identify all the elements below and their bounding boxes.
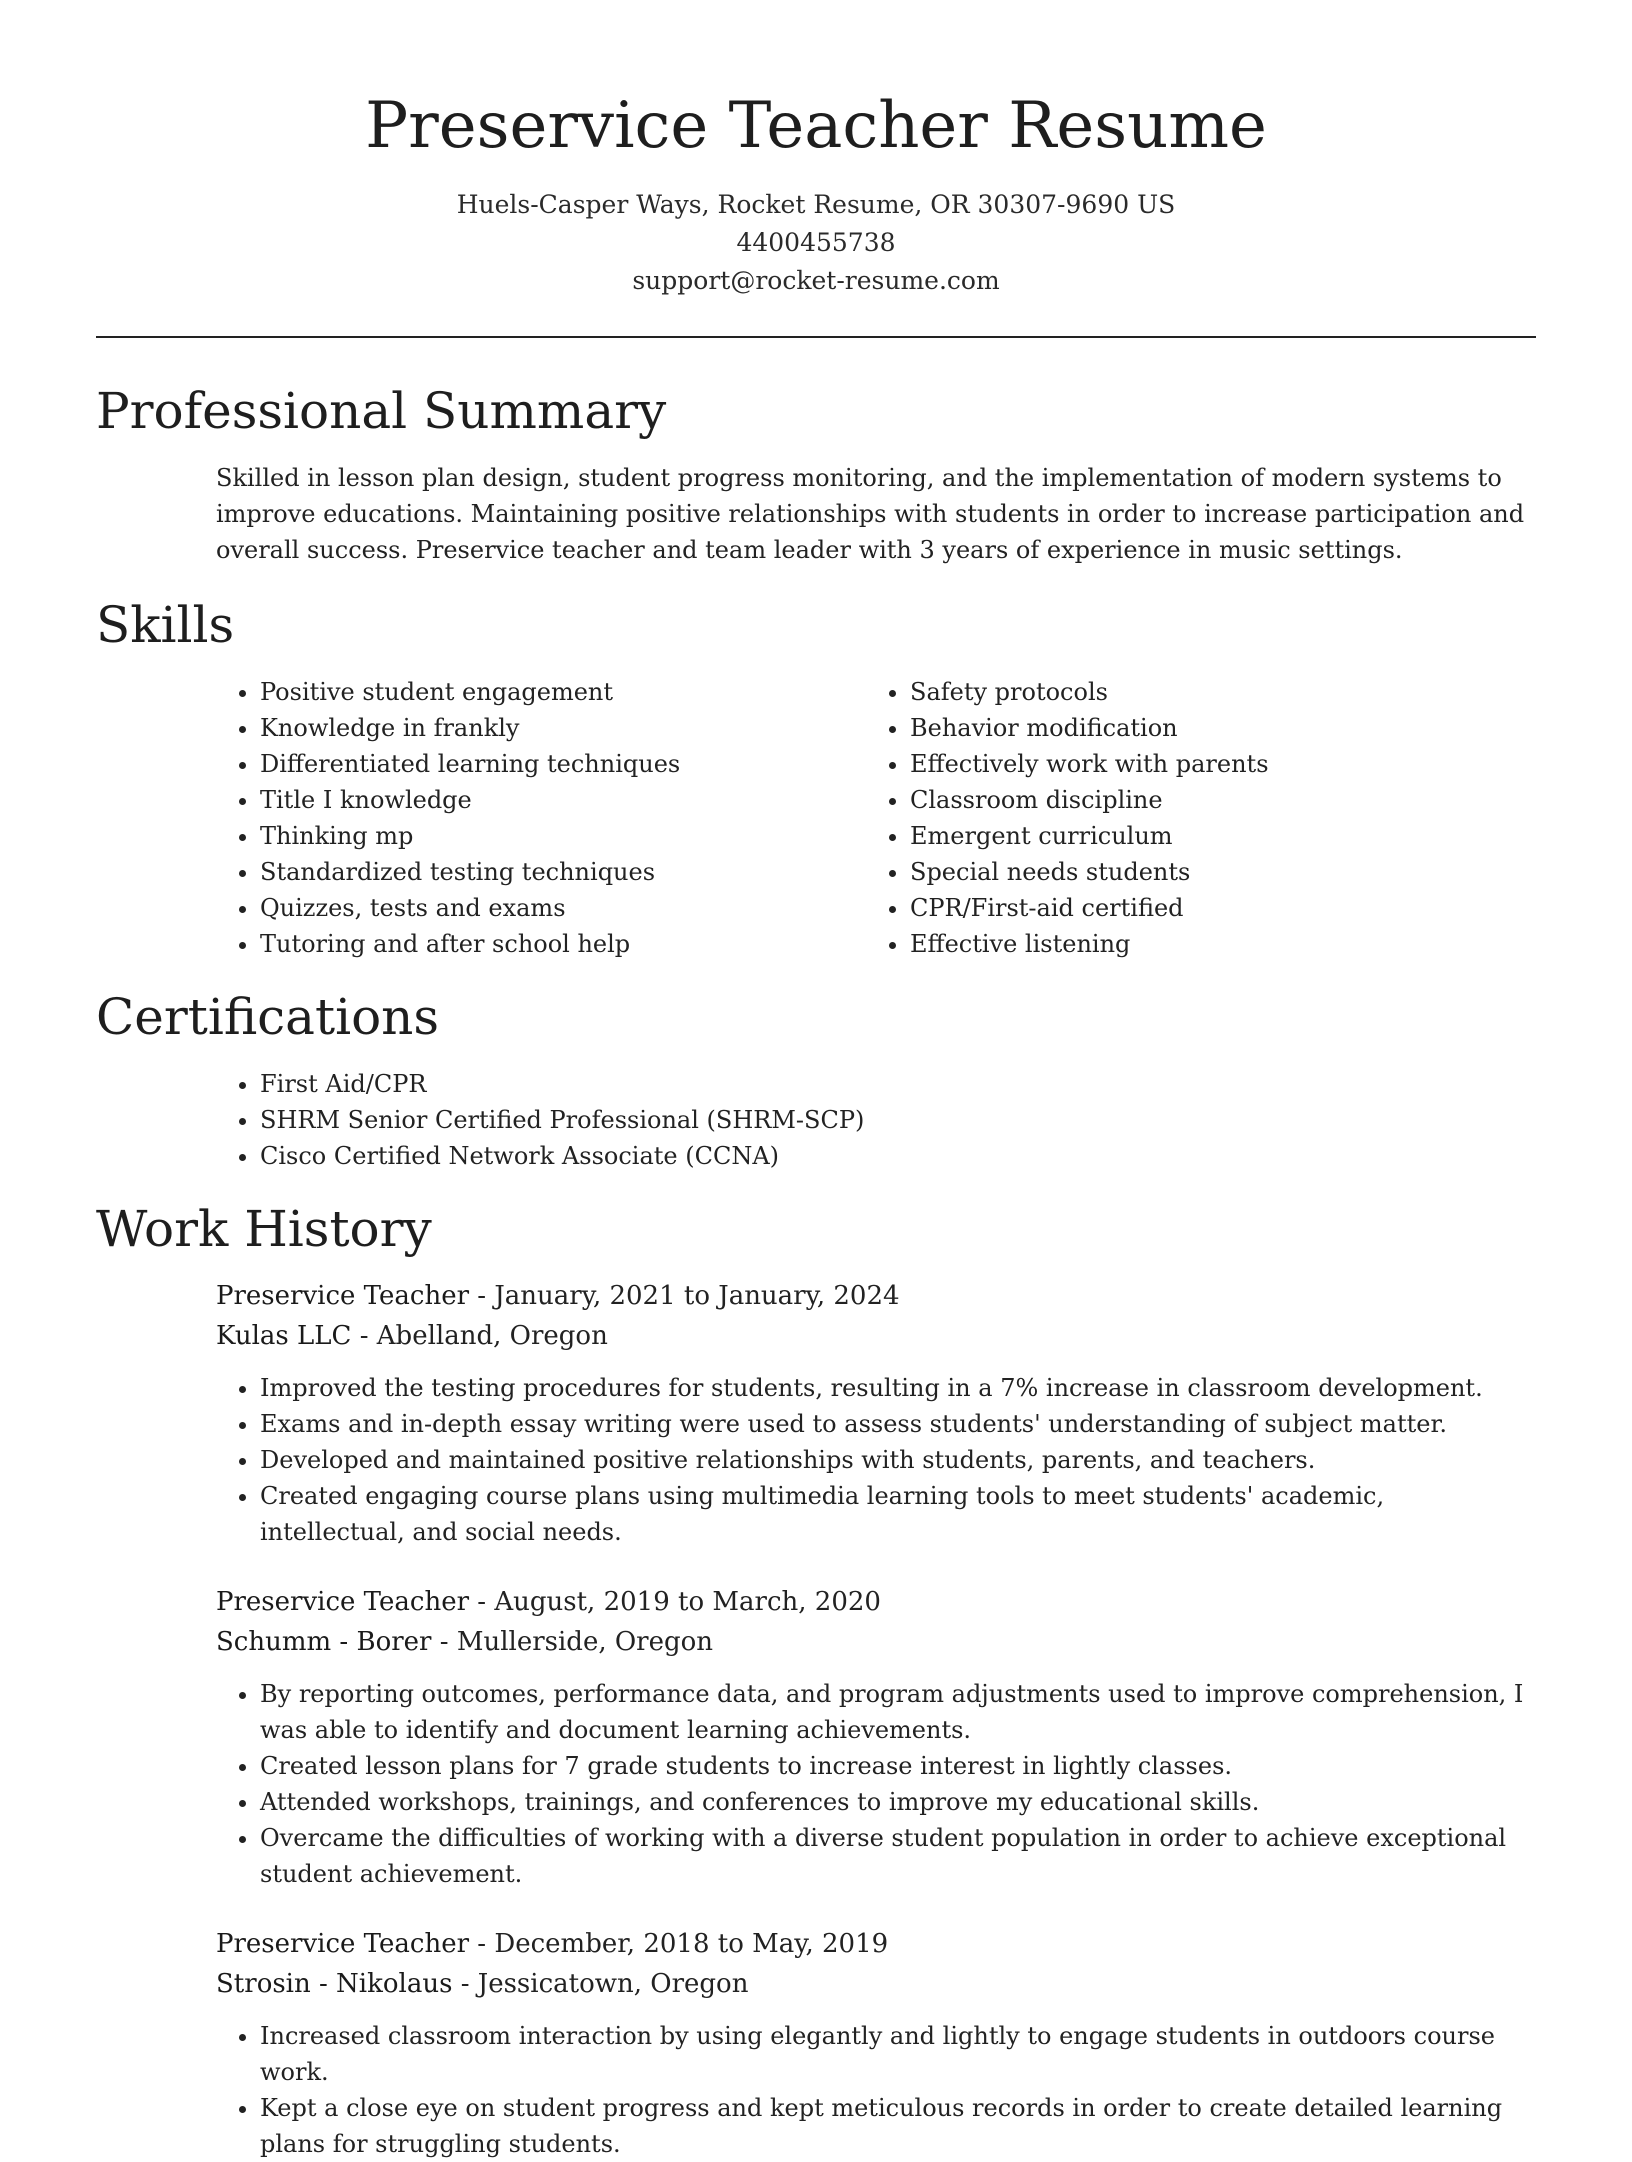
job-bullet: • By reporting outcomes, performance data, and program adjustments used to improve comprehension, I was able to identify and document learning achievements.: [260, 1676, 1536, 1748]
job-title: Preservice Teacher: [216, 1587, 470, 1617]
contact-phone: 4400455738: [736, 228, 896, 257]
job-title: Preservice Teacher: [216, 1281, 470, 1311]
skill-item: • Behavior modification: [910, 710, 1516, 746]
skill-item: • Differentiated learning techniques: [260, 746, 866, 782]
skills-list-left: [216, 674, 866, 962]
summary-text: Skilled in lesson plan design, student progress monitoring, and the implementation of modern systems to improve educations. Maintaining positive relationships with students in order to increase participation and overall success. Preservice teacher and team leader with 3 years of experience in music settings.: [216, 464, 1525, 564]
work-history-section: [96, 1194, 1536, 2162]
job-company: Kulas LLC: [216, 1321, 352, 1351]
skill-item: • Title I knowledge: [260, 782, 866, 818]
work-history-heading: Work History: [96, 1200, 432, 1258]
skill-item: • Standardized testing techniques: [260, 854, 866, 890]
job-bullet: • Improved the testing procedures for students, resulting in a 7% increase in classroom development.: [260, 1370, 1536, 1406]
job-bullet: • Overcame the difficulties of working with a diverse student population in order to achieve exceptional student achievement.: [260, 1820, 1536, 1892]
job-dates: August, 2019 to March, 2020: [494, 1587, 881, 1617]
job-title: Preservice Teacher: [216, 1929, 470, 1959]
skill-item: • Tutoring and after school help: [260, 926, 866, 962]
job-company-line: [216, 1316, 1536, 1356]
skill-item: • Knowledge in frankly: [260, 710, 866, 746]
job-bullets: [216, 1676, 1536, 1892]
contact-block: [96, 186, 1536, 300]
certification-item: • SHRM Senior Certified Professional (SHRM-SCP): [260, 1102, 1536, 1138]
job-company: Strosin - Nikolaus: [216, 1969, 453, 1999]
job-bullet: • Created lesson plans for 7 grade students to increase interest in lightly classes.: [260, 1748, 1536, 1784]
skill-item: • Positive student engagement: [260, 674, 866, 710]
skill-item: • Quizzes, tests and exams: [260, 890, 866, 926]
job-bullet: • Exams and in-depth essay writing were used to assess students' understanding of subject matter.: [260, 1406, 1536, 1442]
contact-address: Huels-Casper Ways, Rocket Resume, OR 30307-9690 US: [456, 190, 1176, 219]
job-company-line: [216, 1964, 1536, 2004]
summary-section: [96, 376, 1536, 568]
job-separator: -: [359, 1321, 377, 1351]
job-company: Schumm - Borer: [216, 1627, 432, 1657]
job-location: Abelland, Oregon: [376, 1321, 608, 1351]
certifications-heading: Certifications: [96, 988, 440, 1046]
header-divider: [96, 336, 1536, 338]
job-dates: December, 2018 to May, 2019: [494, 1929, 889, 1959]
skill-item: • Special needs students: [910, 854, 1516, 890]
job-bullet: • Developed and maintained positive relationships with students, parents, and teachers.: [260, 1442, 1536, 1478]
job-dates: January, 2021 to January, 2024: [494, 1281, 900, 1311]
job-company-line: [216, 1622, 1536, 1662]
certifications-list: [216, 1066, 1536, 1174]
resume-page: [96, 0, 1536, 2158]
job-bullets: [216, 1370, 1536, 1550]
job-title-line: [216, 1276, 1536, 1316]
job-title-line: [216, 1582, 1536, 1622]
job-bullets: [216, 2018, 1536, 2162]
skill-item: • Thinking mp: [260, 818, 866, 854]
certifications-list-wrap: [216, 1066, 1536, 1174]
job-bullet: • Kept a close eye on student progress and kept meticulous records in order to create detailed learning plans for struggling students.: [260, 2090, 1536, 2162]
job-location: Mullerside, Oregon: [456, 1627, 714, 1657]
skill-item: • Classroom discipline: [910, 782, 1516, 818]
job-entry: [216, 1924, 1536, 2162]
skills-columns: [216, 674, 1536, 962]
skills-section: [96, 590, 1536, 962]
job-bullet: • Created engaging course plans using multimedia learning tools to meet students' academic, intellectual, and social needs.: [260, 1478, 1536, 1550]
job-title-line: [216, 1924, 1536, 1964]
skills-heading: Skills: [96, 596, 235, 654]
certifications-section: [96, 982, 1536, 1174]
skills-list-right: [866, 674, 1516, 962]
job-bullet: • Attended workshops, trainings, and conferences to improve my educational skills.: [260, 1784, 1536, 1820]
certification-item: • Cisco Certified Network Associate (CCNA): [260, 1138, 1536, 1174]
certification-item: • First Aid/CPR: [260, 1066, 1536, 1102]
job-entry: [216, 1582, 1536, 1892]
job-location: Jessicatown, Oregon: [477, 1969, 749, 1999]
resume-header: [96, 0, 1536, 300]
skill-item: • Emergent curriculum: [910, 818, 1516, 854]
skills-column-left: [216, 674, 866, 962]
skill-item: • Safety protocols: [910, 674, 1516, 710]
summary-heading: Professional Summary: [96, 382, 667, 440]
job-separator: -: [477, 1587, 495, 1617]
job-separator: -: [439, 1627, 457, 1657]
resume-title: Preservice Teacher Resume: [365, 89, 1267, 163]
skills-column-right: [866, 674, 1516, 962]
job-bullet: • Increased classroom interaction by using elegantly and lightly to engage students in outdoors course work.: [260, 2018, 1536, 2090]
skill-item: • Effectively work with parents: [910, 746, 1516, 782]
skill-item: • CPR/First-aid certified: [910, 890, 1516, 926]
job-separator: -: [477, 1929, 495, 1959]
contact-email: support@rocket-resume.com: [632, 266, 1000, 295]
job-separator: -: [477, 1281, 495, 1311]
job-entry: [216, 1276, 1536, 1550]
skill-item: • Effective listening: [910, 926, 1516, 962]
job-separator: -: [460, 1969, 478, 1999]
